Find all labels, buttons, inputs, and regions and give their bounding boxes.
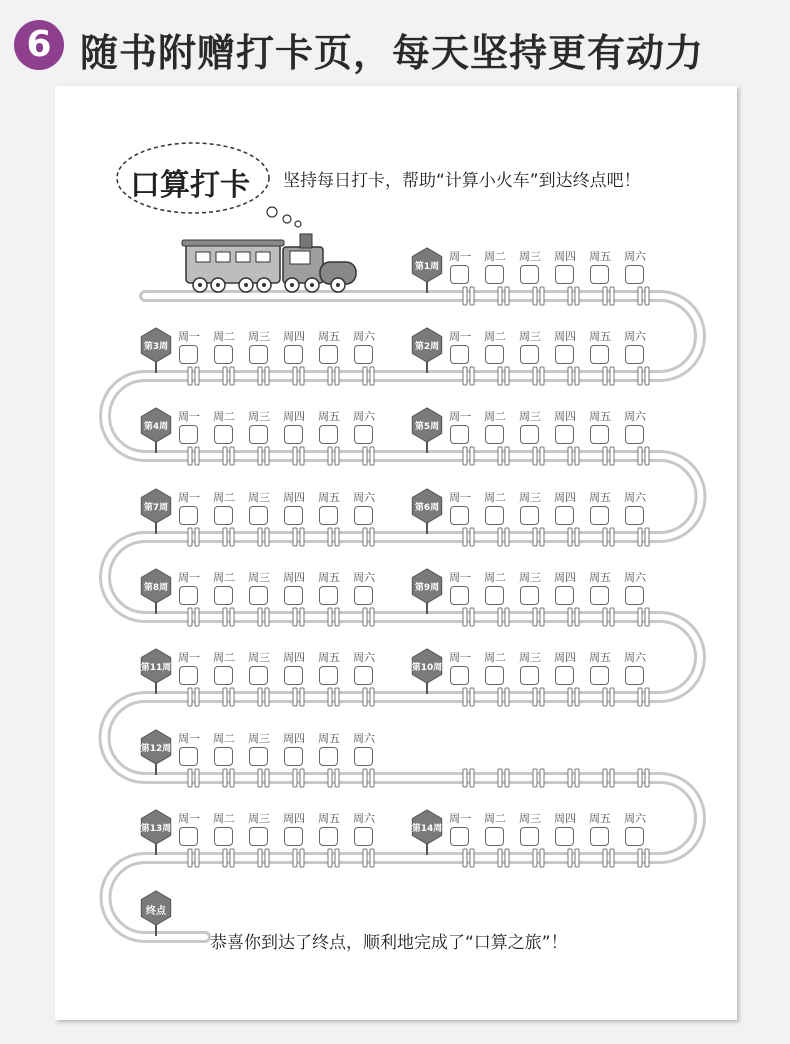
day-label: 周一 xyxy=(449,410,471,423)
day-label: 周四 xyxy=(283,812,305,825)
day-label: 周三 xyxy=(519,812,541,825)
day-label: 周五 xyxy=(589,812,611,825)
day-label: 周六 xyxy=(353,571,375,584)
day-label: 周五 xyxy=(318,330,340,343)
week-label: 第14周 xyxy=(411,824,443,834)
day-label: 周五 xyxy=(318,651,340,664)
day-checkbox[interactable] xyxy=(485,265,504,284)
day-label: 周二 xyxy=(484,250,506,263)
day-label: 周三 xyxy=(519,410,541,423)
day-checkbox[interactable] xyxy=(354,506,373,525)
day-label: 周二 xyxy=(213,410,235,423)
day-checkbox[interactable] xyxy=(555,345,574,364)
finish-sign-label: 终点 xyxy=(146,906,166,917)
day-checkbox[interactable] xyxy=(555,425,574,444)
day-checkbox[interactable] xyxy=(625,827,644,846)
day-checkbox[interactable] xyxy=(284,586,303,605)
day-checkbox[interactable] xyxy=(555,506,574,525)
day-label: 周六 xyxy=(624,571,646,584)
day-checkbox[interactable] xyxy=(485,827,504,846)
day-label: 周一 xyxy=(449,250,471,263)
day-checkbox[interactable] xyxy=(284,425,303,444)
day-label: 周五 xyxy=(589,651,611,664)
day-label: 周四 xyxy=(283,330,305,343)
day-checkbox[interactable] xyxy=(249,425,268,444)
day-label: 周四 xyxy=(283,571,305,584)
day-label: 周四 xyxy=(283,651,305,664)
day-label: 周四 xyxy=(554,491,576,504)
day-checkbox[interactable] xyxy=(520,506,539,525)
day-checkbox[interactable] xyxy=(590,827,609,846)
day-label: 周四 xyxy=(554,812,576,825)
day-label: 周五 xyxy=(318,812,340,825)
day-label: 周一 xyxy=(449,571,471,584)
day-label: 周五 xyxy=(318,491,340,504)
week-label: 第8周 xyxy=(143,583,169,593)
day-label: 周一 xyxy=(178,732,200,745)
day-checkbox[interactable] xyxy=(284,506,303,525)
day-label: 周二 xyxy=(213,571,235,584)
day-checkbox[interactable] xyxy=(249,586,268,605)
day-label: 周三 xyxy=(248,330,270,343)
day-checkbox[interactable] xyxy=(555,666,574,685)
day-label: 周三 xyxy=(519,571,541,584)
day-checkbox[interactable] xyxy=(590,265,609,284)
day-label: 周一 xyxy=(449,491,471,504)
day-label: 周四 xyxy=(554,330,576,343)
day-checkbox[interactable] xyxy=(520,827,539,846)
day-label: 周六 xyxy=(353,812,375,825)
day-checkbox[interactable] xyxy=(214,425,233,444)
week-label: 第10周 xyxy=(411,663,443,673)
day-label: 周一 xyxy=(178,410,200,423)
day-label: 周二 xyxy=(213,732,235,745)
day-label: 周三 xyxy=(519,250,541,263)
day-label: 周六 xyxy=(353,410,375,423)
day-checkbox[interactable] xyxy=(319,586,338,605)
day-checkbox[interactable] xyxy=(214,827,233,846)
day-checkbox[interactable] xyxy=(214,747,233,766)
day-label: 周三 xyxy=(248,410,270,423)
day-checkbox[interactable] xyxy=(590,425,609,444)
day-label: 周六 xyxy=(353,732,375,745)
day-checkbox[interactable] xyxy=(590,345,609,364)
week-label: 第7周 xyxy=(143,503,169,513)
day-checkbox[interactable] xyxy=(319,666,338,685)
day-checkbox[interactable] xyxy=(249,827,268,846)
day-label: 周二 xyxy=(484,410,506,423)
day-label: 周二 xyxy=(213,330,235,343)
day-label: 周二 xyxy=(484,491,506,504)
day-label: 周一 xyxy=(178,330,200,343)
week-label: 第2周 xyxy=(414,342,440,352)
day-label: 周三 xyxy=(248,651,270,664)
day-checkbox[interactable] xyxy=(319,425,338,444)
day-checkbox[interactable] xyxy=(450,586,469,605)
day-checkbox[interactable] xyxy=(249,506,268,525)
day-label: 周五 xyxy=(318,410,340,423)
day-checkbox[interactable] xyxy=(450,506,469,525)
day-checkbox[interactable] xyxy=(625,345,644,364)
day-checkbox[interactable] xyxy=(485,586,504,605)
finish-message: 恭喜你到达了终点，顺利地完成了“口算之旅”！ xyxy=(210,933,568,953)
day-checkbox[interactable] xyxy=(450,345,469,364)
day-label: 周四 xyxy=(554,250,576,263)
week-label: 第3周 xyxy=(143,342,169,352)
week-label: 第11周 xyxy=(140,663,172,673)
day-label: 周三 xyxy=(248,812,270,825)
day-label: 周三 xyxy=(248,571,270,584)
day-checkbox[interactable] xyxy=(555,586,574,605)
day-label: 周二 xyxy=(213,651,235,664)
day-checkbox[interactable] xyxy=(284,345,303,364)
day-label: 周五 xyxy=(589,410,611,423)
day-checkbox[interactable] xyxy=(520,586,539,605)
day-checkbox[interactable] xyxy=(284,827,303,846)
day-label: 周二 xyxy=(213,491,235,504)
week-label: 第1周 xyxy=(414,262,440,272)
day-checkbox[interactable] xyxy=(590,586,609,605)
day-checkbox[interactable] xyxy=(625,265,644,284)
day-checkbox[interactable] xyxy=(179,586,198,605)
day-checkbox[interactable] xyxy=(625,586,644,605)
day-checkbox[interactable] xyxy=(555,265,574,284)
day-label: 周三 xyxy=(519,330,541,343)
day-checkbox[interactable] xyxy=(284,666,303,685)
day-checkbox[interactable] xyxy=(590,666,609,685)
train-illustration xyxy=(182,234,356,292)
day-label: 周三 xyxy=(519,491,541,504)
day-label: 周五 xyxy=(589,330,611,343)
day-checkbox[interactable] xyxy=(179,666,198,685)
day-checkbox[interactable] xyxy=(354,827,373,846)
day-label: 周二 xyxy=(484,330,506,343)
day-checkbox[interactable] xyxy=(450,425,469,444)
day-checkbox[interactable] xyxy=(450,827,469,846)
day-label: 周五 xyxy=(318,732,340,745)
day-label: 周六 xyxy=(624,250,646,263)
week-label: 第13周 xyxy=(140,824,172,834)
day-label: 周五 xyxy=(318,571,340,584)
day-checkbox[interactable] xyxy=(354,747,373,766)
day-label: 周五 xyxy=(589,571,611,584)
day-checkbox[interactable] xyxy=(450,265,469,284)
day-label: 周四 xyxy=(283,410,305,423)
day-label: 周五 xyxy=(589,250,611,263)
day-checkbox[interactable] xyxy=(214,506,233,525)
day-label: 周六 xyxy=(624,812,646,825)
day-label: 周六 xyxy=(624,410,646,423)
day-label: 周四 xyxy=(554,410,576,423)
day-label: 周六 xyxy=(353,330,375,343)
day-label: 周一 xyxy=(178,571,200,584)
day-checkbox[interactable] xyxy=(520,425,539,444)
week-label: 第5周 xyxy=(414,422,440,432)
day-checkbox[interactable] xyxy=(319,827,338,846)
day-label: 周四 xyxy=(554,651,576,664)
day-checkbox[interactable] xyxy=(249,666,268,685)
day-checkbox[interactable] xyxy=(319,506,338,525)
day-checkbox[interactable] xyxy=(214,586,233,605)
day-label: 周三 xyxy=(519,651,541,664)
day-checkbox[interactable] xyxy=(520,265,539,284)
sheet-title: 口算打卡 xyxy=(130,168,250,203)
week-label: 第4周 xyxy=(143,422,169,432)
day-checkbox[interactable] xyxy=(520,345,539,364)
day-label: 周一 xyxy=(178,491,200,504)
day-label: 周二 xyxy=(484,651,506,664)
day-checkbox[interactable] xyxy=(450,666,469,685)
day-label: 周二 xyxy=(484,812,506,825)
day-checkbox[interactable] xyxy=(179,345,198,364)
day-label: 周六 xyxy=(624,330,646,343)
day-checkbox[interactable] xyxy=(354,425,373,444)
day-checkbox[interactable] xyxy=(354,586,373,605)
day-label: 周六 xyxy=(353,651,375,664)
day-label: 周四 xyxy=(283,732,305,745)
day-checkbox[interactable] xyxy=(590,506,609,525)
week-label: 第12周 xyxy=(140,744,172,754)
day-checkbox[interactable] xyxy=(249,747,268,766)
sheet-subtitle: 坚持每日打卡，帮助“计算小火车”到达终点吧！ xyxy=(283,171,641,191)
day-checkbox[interactable] xyxy=(354,345,373,364)
day-checkbox[interactable] xyxy=(625,506,644,525)
day-checkbox[interactable] xyxy=(284,747,303,766)
day-label: 周一 xyxy=(449,651,471,664)
day-label: 周一 xyxy=(449,330,471,343)
day-checkbox[interactable] xyxy=(249,345,268,364)
day-label: 周四 xyxy=(283,491,305,504)
day-label: 周五 xyxy=(589,491,611,504)
day-label: 周三 xyxy=(248,491,270,504)
day-checkbox[interactable] xyxy=(214,345,233,364)
day-label: 周一 xyxy=(178,651,200,664)
day-label: 周三 xyxy=(248,732,270,745)
page-heading: 随书附赠打卡页，每天坚持更有动力 xyxy=(80,31,705,75)
step-number-badge: 6 xyxy=(14,20,64,70)
day-checkbox[interactable] xyxy=(485,506,504,525)
day-checkbox[interactable] xyxy=(179,506,198,525)
day-checkbox[interactable] xyxy=(319,747,338,766)
day-label: 周一 xyxy=(449,812,471,825)
day-checkbox[interactable] xyxy=(354,666,373,685)
day-label: 周二 xyxy=(213,812,235,825)
day-checkbox[interactable] xyxy=(485,666,504,685)
day-checkbox[interactable] xyxy=(625,425,644,444)
day-checkbox[interactable] xyxy=(319,345,338,364)
day-checkbox[interactable] xyxy=(485,425,504,444)
day-checkbox[interactable] xyxy=(555,827,574,846)
day-checkbox[interactable] xyxy=(485,345,504,364)
week-label: 第9周 xyxy=(414,583,440,593)
day-checkbox[interactable] xyxy=(520,666,539,685)
day-label: 周六 xyxy=(624,651,646,664)
day-label: 周一 xyxy=(178,812,200,825)
day-checkbox[interactable] xyxy=(179,425,198,444)
day-checkbox[interactable] xyxy=(179,747,198,766)
day-checkbox[interactable] xyxy=(179,827,198,846)
day-label: 周二 xyxy=(484,571,506,584)
day-label: 周六 xyxy=(353,491,375,504)
day-checkbox[interactable] xyxy=(214,666,233,685)
week-label: 第6周 xyxy=(414,503,440,513)
day-label: 周六 xyxy=(624,491,646,504)
day-label: 周四 xyxy=(554,571,576,584)
day-checkbox[interactable] xyxy=(625,666,644,685)
